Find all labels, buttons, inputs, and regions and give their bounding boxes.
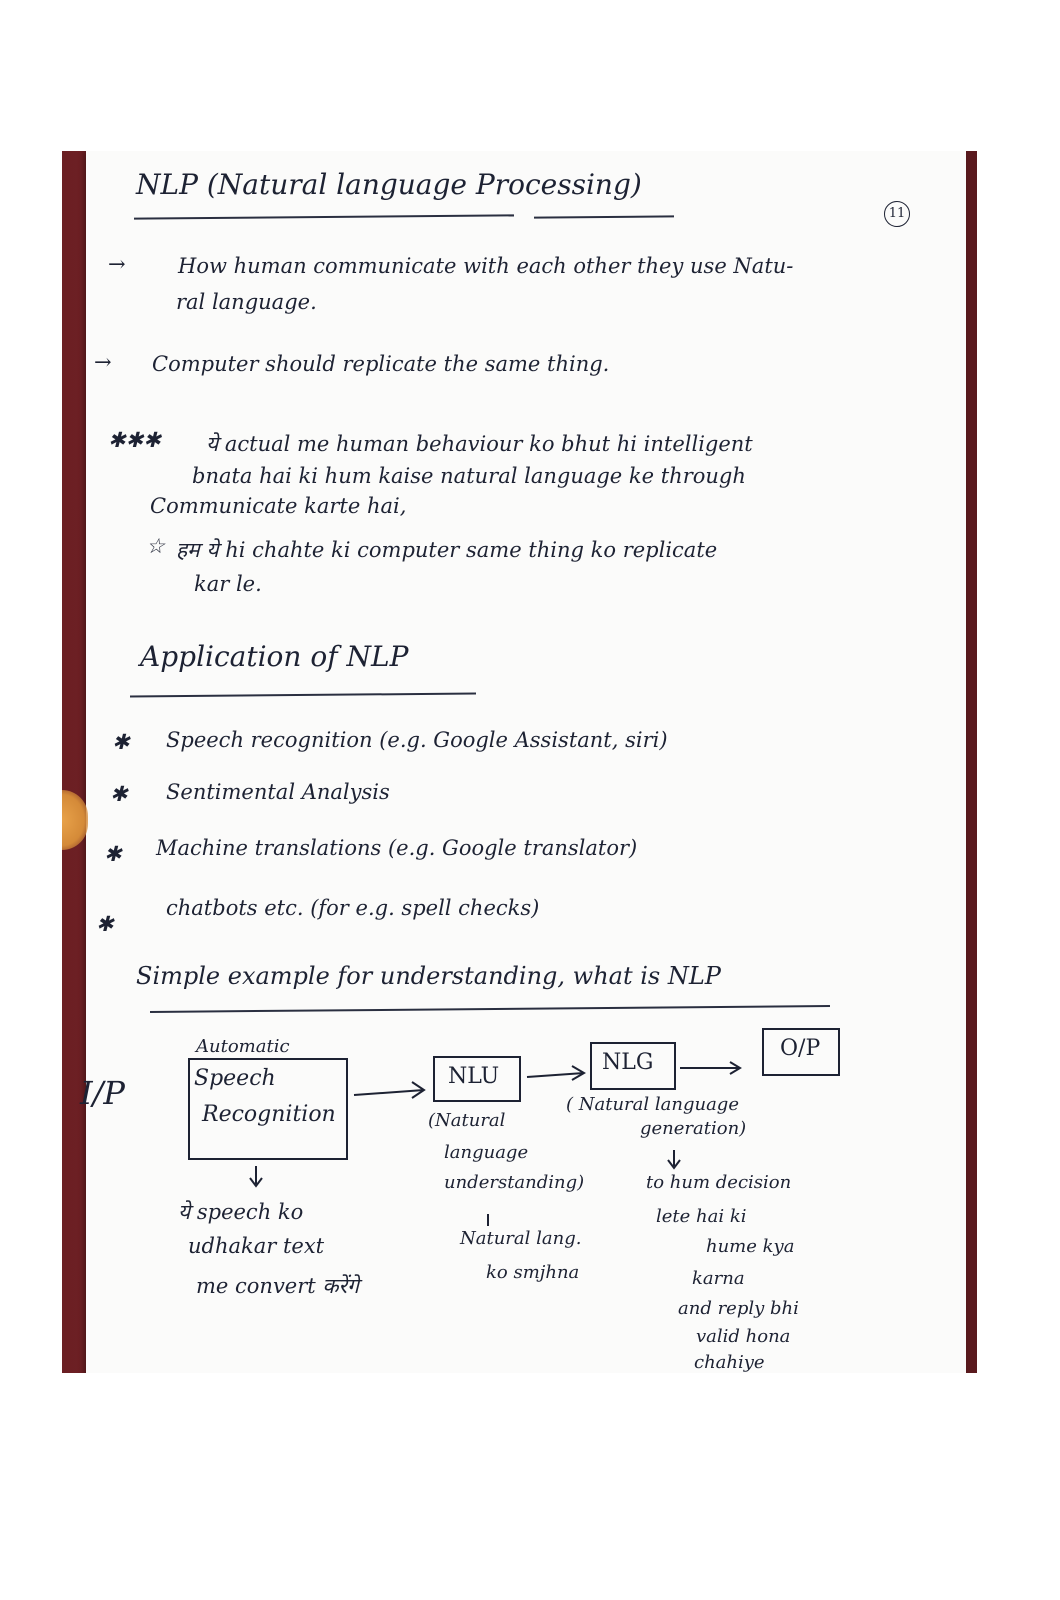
nlg-note-7: chahiye	[694, 1352, 765, 1373]
arrow-icon: →	[108, 252, 126, 276]
asr-note-1: ये speech ko	[178, 1200, 304, 1224]
asr-note-3: me convert करेंगे	[196, 1274, 359, 1298]
nlu-note-2: ko smjhna	[486, 1262, 580, 1283]
page-title: NLP (Natural language Processing)	[136, 168, 642, 201]
page-number-badge: 11	[884, 201, 910, 227]
bullet-icon: ✱	[96, 912, 114, 936]
nlu-note-1: Natural lang.	[460, 1228, 582, 1249]
nlu-label: NLU	[448, 1064, 500, 1089]
nlu-desc-3: understanding)	[444, 1172, 585, 1193]
note-line-5: kar le.	[194, 572, 262, 596]
star-icon: ☆	[146, 534, 165, 558]
asr-line-1: Speech	[194, 1066, 276, 1091]
bullet-icon: ✱	[112, 730, 130, 754]
input-label: I/P	[80, 1074, 125, 1112]
nlg-note-1: to hum decision	[646, 1172, 792, 1193]
bullet-icon: ✱	[110, 782, 128, 806]
application-item: chatbots etc. (for e.g. spell checks)	[166, 896, 540, 920]
note-line-1: ये actual me human behaviour ko bhut hi intelligent	[206, 432, 753, 456]
nlu-desc-1: (Natural	[428, 1110, 506, 1131]
intro-line-2: ral language.	[176, 290, 317, 314]
asr-line-2: Recognition	[202, 1102, 336, 1127]
asr-note-2: udhakar text	[188, 1234, 325, 1258]
star-icon: ✱✱✱	[108, 428, 161, 452]
note-line-4: हम ये hi chahte ki computer same thing ko replicate	[176, 538, 718, 562]
nlg-note-6: valid hona	[696, 1326, 791, 1347]
application-item: Speech recognition (e.g. Google Assistant, siri)	[166, 728, 668, 752]
op-label: O/P	[780, 1036, 821, 1061]
note-line-2: bnata hai ki hum kaise natural language ke through	[192, 464, 746, 488]
nlg-label: NLG	[602, 1050, 654, 1075]
nlu-desc-2: language	[444, 1142, 529, 1163]
intro-line-3: Computer should replicate the same thing.	[152, 352, 610, 376]
application-item: Machine translations (e.g. Google translator)	[156, 836, 638, 860]
example-heading: Simple example for understanding, what is NLP	[136, 962, 721, 990]
nlg-note-3: hume kya	[706, 1236, 795, 1257]
nlg-desc-2: generation)	[640, 1118, 747, 1139]
asr-label-top: Automatic	[196, 1036, 290, 1057]
intro-line-1: How human communicate with each other they use Natu-	[178, 254, 794, 278]
nlg-note-5: and reply bhi	[678, 1298, 799, 1319]
nlg-note-2: lete hai ki	[656, 1206, 747, 1227]
nlg-desc-1: ( Natural language	[566, 1094, 739, 1115]
bullet-icon: ✱	[104, 842, 122, 866]
application-item: Sentimental Analysis	[166, 780, 390, 804]
note-line-3: Communicate karte hai,	[150, 494, 407, 518]
nlg-note-4: karna	[692, 1268, 745, 1289]
arrow-icon: →	[94, 350, 112, 374]
applications-heading: Application of NLP	[140, 640, 409, 673]
